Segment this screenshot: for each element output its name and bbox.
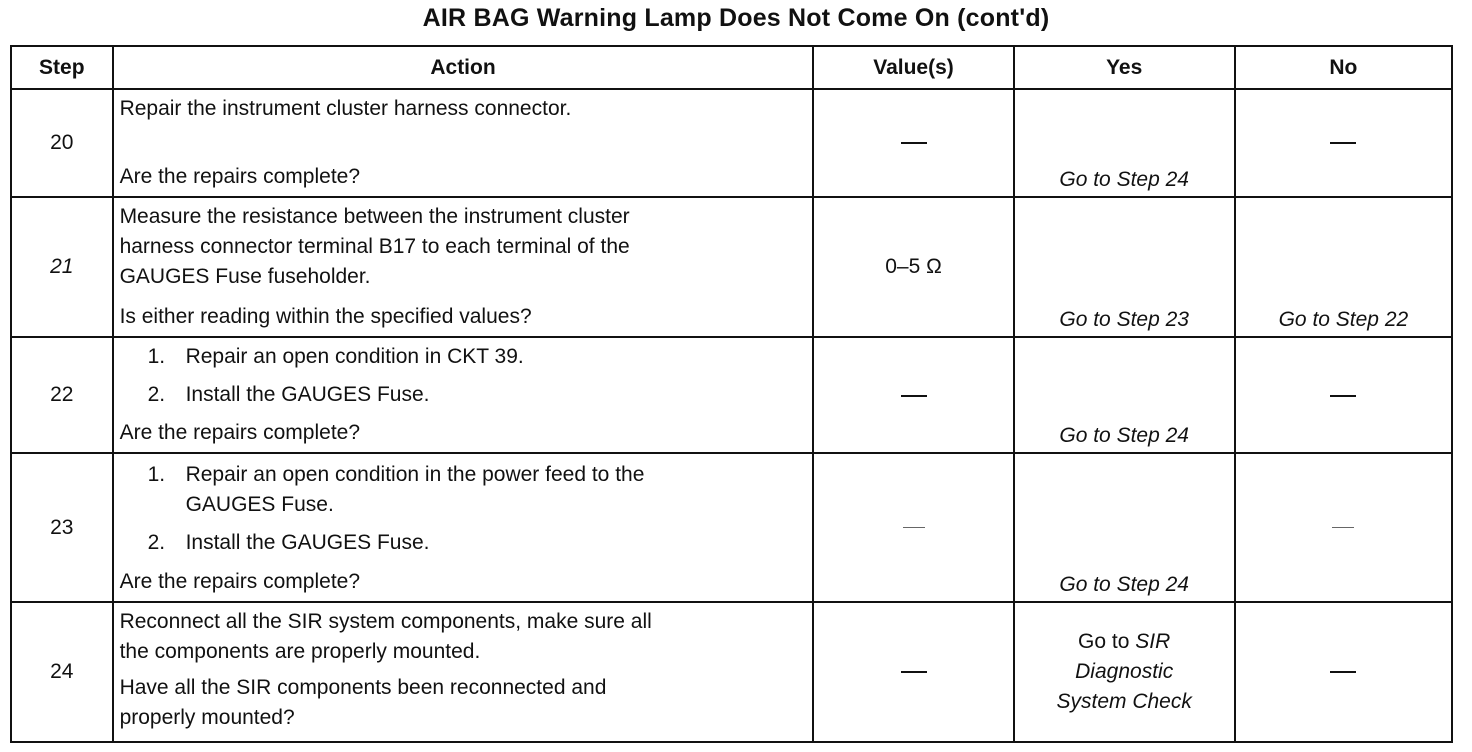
- list-item: 2. Install the GAUGES Fuse.: [147, 383, 430, 407]
- yes-result: Go to Step 23: [1059, 308, 1189, 332]
- action-text: Repair the instrument cluster harness connector.: [119, 97, 572, 120]
- action-question: Are the repairs complete?: [119, 421, 361, 445]
- dash: [901, 671, 927, 673]
- action-question: Have all the SIR components been reconnected and: [119, 675, 607, 699]
- yes-result: Go to Step 24: [1059, 572, 1189, 596]
- no-cell: [1235, 89, 1452, 197]
- table-row: [11, 337, 1452, 453]
- action-question: properly mounted?: [119, 705, 295, 729]
- action-cell: [113, 197, 814, 337]
- action-cell: [113, 337, 814, 453]
- header-row: [11, 46, 1452, 89]
- step-number: 20: [11, 89, 113, 197]
- dash: [901, 142, 927, 144]
- yes-cell: [1014, 197, 1235, 337]
- action-text: harness connector terminal B17 to each terminal of the: [119, 234, 630, 258]
- header-step: Step: [11, 46, 113, 89]
- value-cell: [813, 453, 1013, 601]
- step-number: 21: [11, 197, 113, 337]
- action-text: Reconnect all the SIR system components, make sure all: [119, 609, 652, 633]
- yes-cell: [1014, 602, 1235, 742]
- dash: [903, 527, 925, 528]
- header-no: No: [1235, 46, 1452, 89]
- yes-result: Go to Step 24: [1059, 424, 1189, 448]
- step-number: 24: [11, 602, 113, 742]
- action-question: Are the repairs complete?: [119, 164, 361, 188]
- table-row: [11, 197, 1452, 337]
- no-cell: [1235, 602, 1452, 742]
- action-text: GAUGES Fuse fuseholder.: [119, 264, 371, 288]
- dash: [1332, 527, 1354, 528]
- no-cell: [1235, 453, 1452, 601]
- dash: [901, 395, 927, 397]
- dash: [1330, 395, 1356, 397]
- action-text: the components are properly mounted.: [119, 639, 481, 663]
- value-cell: [813, 337, 1013, 453]
- list-item: 2. Install the GAUGES Fuse.: [147, 531, 430, 555]
- action-question: Is either reading within the specified values?: [119, 305, 532, 329]
- header-action: Action: [113, 46, 814, 89]
- step-number: 23: [11, 453, 113, 601]
- yes-cell: [1014, 337, 1235, 453]
- no-result: Go to Step 22: [1278, 308, 1409, 332]
- value-cell: [813, 89, 1013, 197]
- action-cell: [113, 602, 814, 742]
- no-cell: [1235, 337, 1452, 453]
- dash: [1330, 671, 1356, 673]
- page-title: AIR BAG Warning Lamp Does Not Come On (cont'd): [422, 4, 1050, 32]
- list-item: 1. Repair an open condition in the power feed to the GAUGES Fuse.: [147, 463, 645, 517]
- yes-cell: [1014, 89, 1235, 197]
- list-item: 1. Repair an open condition in CKT 39.: [147, 345, 524, 369]
- dash: [1330, 142, 1356, 144]
- no-cell: [1235, 197, 1452, 337]
- table-row: [11, 602, 1452, 742]
- yes-result: Go to SIR Diagnostic System Check: [1056, 629, 1192, 713]
- action-cell: [113, 89, 814, 197]
- action-cell: [113, 453, 814, 601]
- table-row: [11, 89, 1452, 197]
- yes-cell: [1014, 453, 1235, 601]
- header-yes: Yes: [1014, 46, 1235, 89]
- table-row: [11, 453, 1452, 601]
- yes-result: Go to Step 24: [1059, 167, 1189, 191]
- value-cell: 0–5 Ω: [813, 197, 1013, 337]
- value-cell: [813, 602, 1013, 742]
- action-question: Are the repairs complete?: [119, 569, 361, 593]
- step-number: 22: [11, 337, 113, 453]
- action-text: Measure the resistance between the instrument cluster: [119, 204, 630, 228]
- diagnostic-table: [10, 45, 1453, 743]
- header-values: Value(s): [813, 46, 1013, 89]
